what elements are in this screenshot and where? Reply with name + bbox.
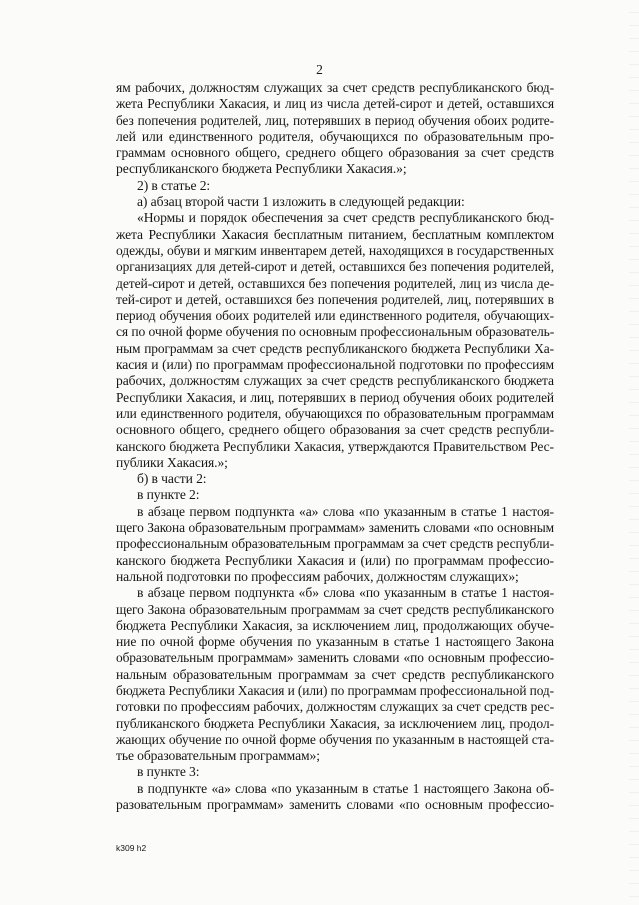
text-line: детей-сирот и детей, оставшихся без попечения родителей, лиц из числа де- xyxy=(116,275,554,291)
page-number: 2 xyxy=(316,62,323,77)
text-line: готовки по профессиям рабочих, должностям служащих за счет средств рес- xyxy=(116,699,554,715)
text-line: публики Хакасия.»; xyxy=(116,454,228,470)
scan-edge-artifact xyxy=(629,0,639,905)
text-line: жета Республики Хакасия, и лиц из числа детей-сирот и детей, оставшихся xyxy=(116,96,554,112)
text-line: щего Закона образовательным программам» заменить словами «по основным xyxy=(116,520,554,536)
text-line: образовательным программам» заменить словами «по основным профессио- xyxy=(116,650,554,666)
text-line: ям рабочих, должностям служащих за счет средств республиканского бюд- xyxy=(116,80,554,95)
text-line: публиканского бюджета Республики Хакасия, за исключением лиц, продол- xyxy=(116,715,554,731)
text-line: канского бюджета Республики Хакасия, утверждаются Правительством Рес- xyxy=(116,438,554,454)
text-line: в подпункте «а» слова «по указанным в статье 1 настоящего Закона об- xyxy=(137,780,554,796)
text-line: канского бюджета Республики Хакасия и (или) по программам профессио- xyxy=(116,552,554,568)
text-line: ным программам за счет средств республиканского бюджета Республики Ха- xyxy=(116,340,554,356)
text-line: в абзаце первом подпункта «а» слова «по указанным в статье 1 настоя- xyxy=(137,503,554,519)
text-line: основного общего, среднего общего образования за счет средств республи- xyxy=(116,422,554,438)
text-line: «Нормы и порядок обеспечения за счет средств республиканского бюд- xyxy=(137,210,554,226)
text-line: 2) в статье 2: xyxy=(137,177,211,193)
text-line: а) абзац второй части 1 изложить в следующей редакции: xyxy=(137,194,465,210)
text-line: Республики Хакасия, и лиц, потерявших в период обучения обоих родителей xyxy=(116,389,554,405)
text-line: бюджета Республики Хакасия и (или) по программам профессиональной под- xyxy=(116,682,554,698)
footer-code: k309 h2 xyxy=(116,843,147,853)
text-line: организациях для детей-сирот и детей, оставшихся без попечения родителей, xyxy=(116,259,554,275)
text-line: республиканского бюджета Республики Хакасия.»; xyxy=(116,161,407,177)
text-line: щего Закона образовательным программам за счет средств республиканского xyxy=(116,601,554,617)
text-line: нальной подготовки по профессиям рабочих, должностям служащих»; xyxy=(116,568,519,584)
text-line: граммам основного общего, среднего общего образования за счет средств xyxy=(116,145,554,161)
text-line: ние по очной форме обучения по указанным в статье 1 настоящего Закона xyxy=(116,634,554,650)
text-line: ся по очной форме обучения по основным профессиональным образователь- xyxy=(116,324,555,340)
text-line: жета Республики Хакасия бесплатным питанием, бесплатным комплектом xyxy=(116,226,554,242)
text-line: б) в части 2: xyxy=(137,471,207,487)
text-line: в пункте 3: xyxy=(137,764,200,780)
text-line: период обучения обоих родителей или единственного родителя, обучающих- xyxy=(116,308,554,324)
text-line: бюджета Республики Хакасия, за исключением лиц, продолжающих обуче- xyxy=(116,617,554,633)
text-line: лей или единственного родителя, обучающихся по образовательным про- xyxy=(116,128,554,144)
text-line: профессиональным образовательным программам за счет средств республи- xyxy=(116,536,554,552)
text-line: без попечения родителей, лиц, потерявших в период обучения обоих родите- xyxy=(116,112,554,128)
text-line: рабочих, должностям служащих за счет средств республиканского бюджета xyxy=(116,373,554,389)
text-line: одежды, обуви и мягким инвентарем детей, находящихся в государственных xyxy=(116,242,554,258)
text-line: жающих обучение по очной форме обучения по указанным в настоящей ста- xyxy=(116,731,554,747)
text-line: касия и (или) по программам профессиональной подготовки по профессиям xyxy=(116,357,554,373)
text-line: или единственного родителя, обучающихся по образовательным программам xyxy=(116,405,554,421)
text-line: разовательным программам» заменить словами «по основным профессио- xyxy=(116,797,554,813)
body-text xyxy=(116,80,554,813)
text-line: тье образовательным программам»; xyxy=(116,748,320,764)
text-line: нальным образовательным программам за счет средств республиканского xyxy=(116,666,554,682)
text-line: в пункте 2: xyxy=(137,487,200,503)
text-line: в абзаце первом подпункта «б» слова «по указанным в статье 1 настоя- xyxy=(137,585,554,601)
text-line: тей-сирот и детей, оставшихся без попечения родителей, лиц, потерявших в xyxy=(116,291,554,307)
